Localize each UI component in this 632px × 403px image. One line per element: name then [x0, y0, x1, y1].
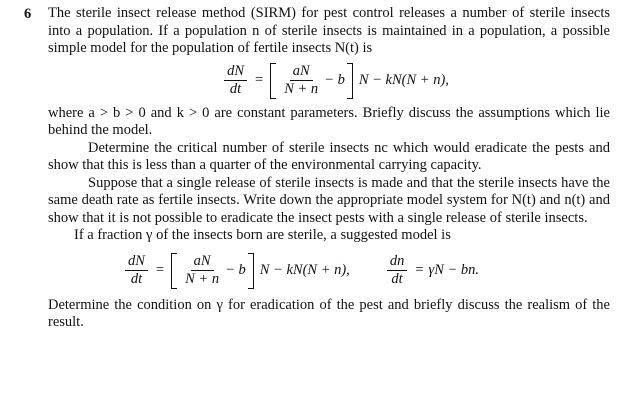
left-bracket — [270, 63, 276, 99]
inner-denominator: N + n — [284, 81, 319, 97]
lhs-denominator: dt — [130, 271, 143, 287]
inner-numerator: aN — [191, 254, 214, 271]
inner-numerator: aN — [290, 64, 313, 81]
inner-rest: − b — [324, 71, 345, 88]
intro-paragraph: The sterile insect release method (SIRM) for pest control releases a number of sterile insects into a population. If a population n of sterile insects is maintained in a population, a possible simple model for the population of fertile insects N(t) is — [48, 5, 610, 56]
inner-denominator: N + n — [185, 271, 220, 287]
assumptions-paragraph: where a > b > 0 and k > 0 are constant parameters. Briefly discuss the assumptions which lie behind the model. — [48, 104, 610, 138]
equals-sign: = — [255, 71, 264, 88]
equation-tail: N − kN(N + n), — [358, 71, 449, 88]
eradication-paragraph: Determine the condition on γ for eradication of the pest and briefly discuss the realism of the result. — [48, 296, 610, 330]
lhs-numerator: dN — [224, 64, 247, 81]
lhs-denominator: dt — [229, 81, 242, 97]
right-bracket — [248, 253, 254, 289]
fraction-model-intro: If a fraction γ of the insects born are sterile, a suggested model is — [74, 227, 451, 243]
sterile-denominator: dt — [391, 271, 403, 287]
sterile-equals-sign: = — [415, 261, 424, 278]
lhs-derivative — [125, 254, 148, 287]
inner-fraction — [182, 254, 222, 287]
sterile-derivative — [387, 254, 408, 287]
sterile-expression: γN − bn. — [428, 261, 480, 278]
single-release-paragraph: Suppose that a single release of sterile insects is made and that the sterile insects have the same death rate as fertile insects. Write down the appropriate model system for N(t) and n(t) and show that it is not possible to eradicate the insect pests with a single release of sterile insects. — [48, 174, 610, 226]
problem-number: 6 — [24, 6, 32, 22]
left-bracket — [171, 253, 177, 289]
lhs-derivative — [224, 64, 247, 97]
equation-tail: N − kN(N + n), — [259, 261, 350, 278]
inner-fraction — [281, 64, 321, 97]
right-bracket — [347, 63, 353, 99]
equals-sign: = — [155, 261, 165, 278]
inner-rest: − b — [225, 261, 246, 278]
lhs-numerator: dN — [125, 254, 148, 271]
problem-body — [48, 5, 610, 332]
critical-number-paragraph: Determine the critical number of sterile insects nc which would eradicate the pests and show that this is less than a quarter of the environmental carrying capacity. — [48, 139, 610, 173]
sterile-numerator: dn — [387, 254, 408, 271]
model-equation — [48, 61, 610, 101]
suggested-model-equation — [48, 251, 610, 291]
